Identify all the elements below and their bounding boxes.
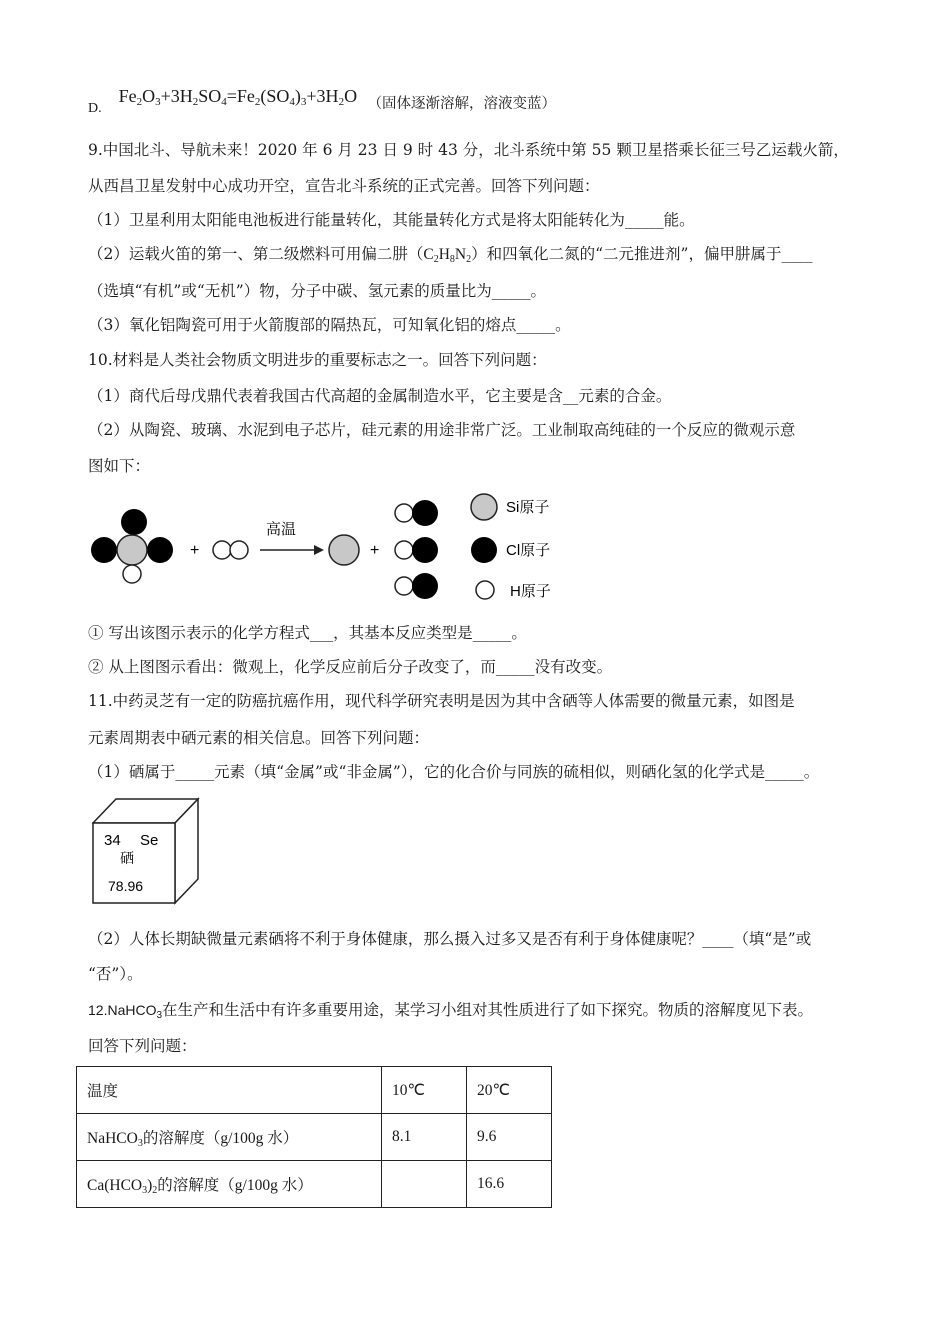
q9-line2: 从西昌卫星发射中心成功开空，宣告北斗系统的正式完善。回答下列问题： — [88, 177, 600, 195]
legend-cl-label: Cl原子 — [506, 542, 551, 559]
reaction-arrow — [260, 545, 324, 555]
legend-cl-icon — [471, 537, 497, 563]
formula-sub: 3 — [142, 1184, 148, 1196]
formula-part: Fe — [118, 86, 137, 106]
formula-part: NaHCO — [87, 1129, 138, 1147]
sihcl3-molecule — [91, 509, 173, 583]
cl-atom — [147, 537, 173, 563]
header-20c: 20℃ — [467, 1067, 552, 1114]
q9-part2-formula — [423, 246, 471, 263]
q12-formula — [107, 1002, 163, 1021]
option-d-formula — [119, 86, 362, 106]
si-atom — [117, 535, 147, 565]
q9-line1: 9.中国北斗、导航未来！2020 年 6 月 23 日 9 时 43 分，北斗系统中第 55 颗卫星搭乘长征三号乙运载火箭， — [88, 141, 849, 159]
cl-atom — [412, 500, 438, 526]
h-atom — [230, 541, 248, 559]
cl-atom — [412, 537, 438, 563]
q12-line1 — [88, 1000, 813, 1026]
legend — [471, 494, 551, 600]
q9-part2-cont: （选填“有机”或“无机”）物，分子中碳、氢元素的质量比为_____。 — [88, 282, 546, 300]
option-d-note: （固体逐渐溶解，溶液变蓝） — [367, 96, 557, 112]
formula-sub: 2 — [433, 254, 439, 265]
option-d-label: D. — [88, 101, 102, 116]
formula-part: ) — [147, 1176, 153, 1194]
reaction-diagram — [86, 492, 646, 612]
selenium-element-box — [92, 797, 222, 907]
q12-text: 在生产和生活中有许多重要用途，某学习小组对其性质进行了如下探究。物质的溶解度见下表。 — [162, 1001, 814, 1019]
formula-part: O — [142, 86, 156, 106]
formula-part: C — [423, 246, 434, 263]
formula-sub: 2 — [338, 96, 345, 108]
row-label-cahco32 — [77, 1161, 382, 1208]
q12-number: 12. — [88, 1002, 108, 1018]
formula-part: H — [438, 246, 450, 263]
table-header-row — [77, 1067, 552, 1114]
plus-sign-1: + — [190, 542, 200, 559]
q10-part2: （2）从陶瓷、玻璃、水泥到电子芯片，硅元素的用途非常广泛。工业制取高纯硅的一个反应的微观示意 — [88, 421, 796, 439]
h-atom — [395, 577, 413, 595]
formula-sub: 2 — [254, 96, 261, 108]
formula-sub: 2 — [152, 1184, 158, 1196]
q9-part2-text-a: （2）运载火笛的第一、第二级燃料可用偏二肼（ — [88, 245, 424, 263]
formula-part: (SO — [260, 86, 290, 106]
option-d — [88, 86, 557, 116]
table-row — [77, 1114, 552, 1161]
plus-sign-2: + — [370, 542, 380, 559]
q10-sub1: ① 写出该图示表示的化学方程式___，其基本反应类型是_____。 — [88, 624, 527, 642]
formula-part: +3H — [306, 86, 339, 106]
formula-sub: 4 — [221, 96, 227, 108]
formula-sub: 2 — [136, 96, 143, 108]
formula-part: NaHCO — [107, 1002, 157, 1018]
formula-part: Ca(HCO — [87, 1176, 143, 1194]
table-row — [77, 1161, 552, 1208]
h-atom — [395, 541, 413, 559]
cl-atom — [412, 573, 438, 599]
formula-sub: 3 — [156, 1010, 163, 1021]
q9-part2 — [88, 244, 812, 270]
header-temperature: 温度 — [77, 1067, 382, 1114]
h2-molecule — [213, 541, 248, 559]
row-label-nahco3 — [77, 1114, 382, 1161]
cell-nahco3-10c: 8.1 — [382, 1114, 467, 1161]
cell-cahco32-10c — [382, 1161, 467, 1208]
formula-sub: 2 — [192, 96, 199, 108]
element-name: 硒 — [120, 850, 134, 866]
header-10c: 10℃ — [382, 1067, 467, 1114]
q10-line1: 10.材料是人类社会物质文明进步的重要标志之一。回答下列问题： — [88, 351, 547, 369]
formula-sub: 2 — [466, 254, 472, 265]
element-symbol: Se — [140, 832, 159, 849]
cell-cahco32-20c: 16.6 — [467, 1161, 552, 1208]
solubility-table — [76, 1066, 552, 1208]
q9-part3: （3）氧化铝陶瓷可用于火箭腹部的隔热瓦，可知氧化铝的熔点_____。 — [88, 316, 571, 334]
q10-part2-cont: 图如下： — [88, 457, 151, 475]
h-atom — [395, 504, 413, 522]
legend-si-label: Si原子 — [506, 499, 550, 516]
q9-part2-text-b: ）和四氧化二氮的“二元推进剂”，偏甲肼属于____ — [471, 245, 813, 263]
q10-sub2: ② 从上图图示看出：微观上，化学反应前后分子改变了，而_____没有改变。 — [88, 658, 613, 676]
element-mass: 78.96 — [108, 878, 144, 894]
q11-part2-cont: “否”）。 — [88, 965, 143, 983]
h-atom — [213, 541, 231, 559]
q11-line1: 11.中药灵芝有一定的防癌抗癌作用，现代科学研究表明是因为其中含硒等人体需要的微量元素，如图是 — [88, 692, 795, 710]
legend-h-icon — [476, 581, 494, 599]
formula-part: O — [344, 86, 358, 106]
cell-nahco3-20c: 9.6 — [467, 1114, 552, 1161]
q11-line2: 元素周期表中硒元素的相关信息。回答下列问题： — [88, 729, 430, 747]
formula-part: SO — [198, 86, 222, 106]
q10-part1: （1）商代后母戊鼎代表着我国古代高超的金属制造水平，它主要是含__元素的合金。 — [88, 387, 672, 405]
element-number: 34 — [104, 832, 121, 849]
legend-si-icon — [471, 494, 497, 520]
cl-atom — [121, 509, 147, 535]
formula-part: +3H — [160, 86, 193, 106]
reaction-condition: 高温 — [266, 521, 297, 538]
hcl-molecules — [395, 500, 438, 599]
formula-part: =Fe — [226, 86, 255, 106]
q9-part1: （1）卫星利用太阳能电池板进行能量转化，其能量转化方式是将太阳能转化为_____能。 — [88, 211, 695, 229]
q12-line2: 回答下列问题： — [88, 1037, 197, 1055]
cl-atom — [91, 537, 117, 563]
q11-part1: （1）硒属于_____元素（填“金属”或“非金属”），它的化合价与同族的硫相似，则硒化氢的化学式是_____。 — [88, 763, 820, 781]
formula-part: ) — [294, 86, 301, 106]
formula-sub: 8 — [449, 254, 455, 265]
legend-h-label: H原子 — [510, 583, 551, 600]
row-label-text: 的溶解度（g/100g 水） — [157, 1176, 313, 1194]
formula-part: N — [454, 246, 467, 263]
si-product — [329, 535, 359, 565]
row-label-text: 的溶解度（g/100g 水） — [142, 1129, 299, 1147]
formula-sub: 4 — [289, 96, 295, 108]
q11-part2: （2）人体长期缺微量元素硒将不利于身体健康，那么摄入过多又是否有利于身体健康呢？____（填“是”或 — [88, 930, 812, 948]
formula-sub: 3 — [155, 96, 161, 108]
formula-sub: 3 — [137, 1137, 143, 1149]
formula-sub: 3 — [300, 96, 307, 108]
h-atom — [123, 565, 141, 583]
